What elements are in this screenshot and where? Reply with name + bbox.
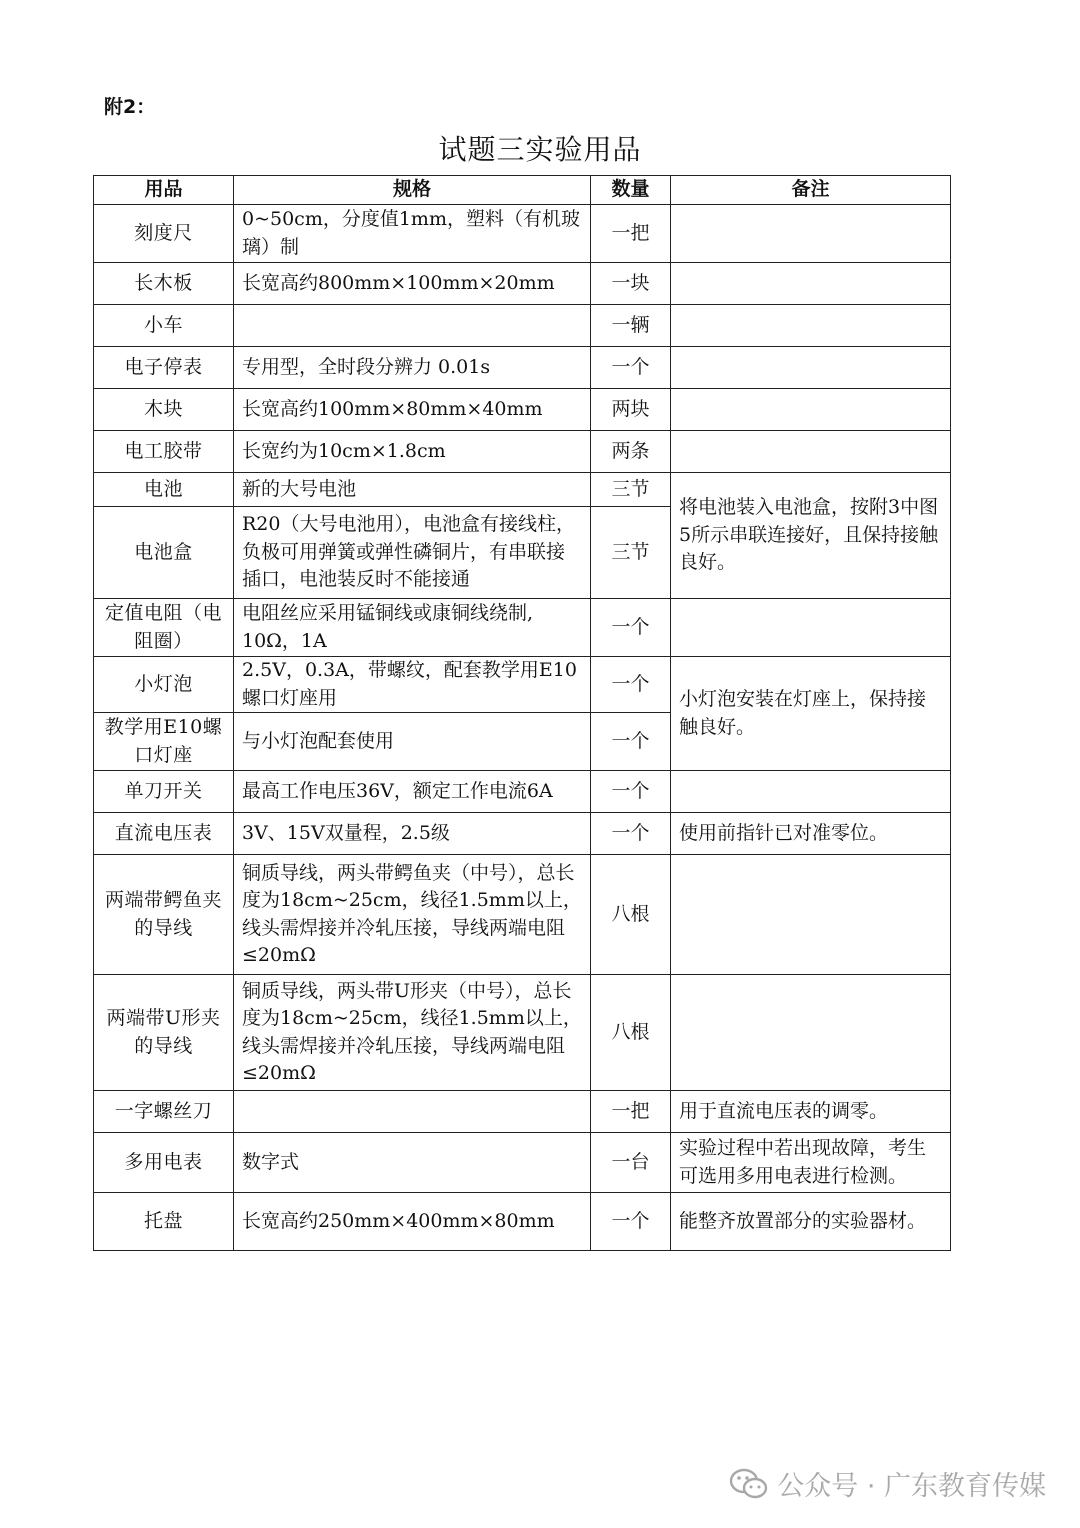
watermark: [729, 1464, 1046, 1503]
item-qty: 两块: [591, 389, 671, 431]
item-note: 使用前指针已对准零位。: [671, 813, 951, 855]
item-note: [671, 347, 951, 389]
item-spec: 铜质导线，两头带U形夹（中号），总长度为18cm~25cm，线径1.5mm以上，线头需焊接并冷轧压接，导线两端电阻≤20mΩ: [234, 975, 591, 1091]
item-spec: [234, 1091, 591, 1133]
item-note: [671, 599, 951, 657]
item-name: 小灯泡: [94, 657, 234, 713]
table-row: [94, 473, 951, 507]
item-qty: 两条: [591, 431, 671, 473]
item-name: 定值电阻（电阻圈）: [94, 599, 234, 657]
item-qty: 一把: [591, 1091, 671, 1133]
item-spec: 最高工作电压36V，额定工作电流6A: [234, 771, 591, 813]
item-spec: 3V、15V双量程，2.5级: [234, 813, 591, 855]
item-qty: 一台: [591, 1133, 671, 1193]
item-qty: 一把: [591, 205, 671, 263]
item-name: 教学用E10螺口灯座: [94, 713, 234, 771]
item-note: [671, 205, 951, 263]
item-qty: 一个: [591, 347, 671, 389]
item-spec: 专用型，全时段分辨力 0.01s: [234, 347, 591, 389]
item-name: 两端带U形夹的导线: [94, 975, 234, 1091]
item-note: [671, 975, 951, 1091]
item-name: 刻度尺: [94, 205, 234, 263]
table-row: [94, 1133, 951, 1193]
item-note: [671, 431, 951, 473]
item-qty: 三节: [591, 473, 671, 507]
column-header-note: 备注: [671, 176, 951, 205]
item-note: 能整齐放置部分的实验器材。: [671, 1193, 951, 1251]
item-spec: 长宽约为10cm×1.8cm: [234, 431, 591, 473]
item-note: 小灯泡安装在灯座上，保持接触良好。: [671, 657, 951, 771]
table-row: [94, 657, 951, 713]
table-row: [94, 855, 951, 975]
item-qty: 一个: [591, 813, 671, 855]
attachment-label: 附2：: [104, 96, 156, 118]
table-row: [94, 263, 951, 305]
item-spec: 铜质导线，两头带鳄鱼夹（中号），总长度为18cm~25cm，线径1.5mm以上，线头需焊接并冷轧压接，导线两端电阻≤20mΩ: [234, 855, 591, 975]
item-name: 电池盒: [94, 507, 234, 599]
item-spec: R20（大号电池用），电池盒有接线柱，负极可用弹簧或弹性磷铜片，有串联接插口，电池装反时不能接通: [234, 507, 591, 599]
table-row: [94, 431, 951, 473]
item-name: 小车: [94, 305, 234, 347]
item-qty: 一个: [591, 713, 671, 771]
item-spec: 0~50cm，分度值1mm，塑料（有机玻璃）制: [234, 205, 591, 263]
item-qty: 三节: [591, 507, 671, 599]
item-name: 一字螺丝刀: [94, 1091, 234, 1133]
document-title: 试题三实验用品: [438, 133, 642, 166]
item-qty: 一个: [591, 1193, 671, 1251]
table-row: [94, 813, 951, 855]
item-name: 两端带鳄鱼夹的导线: [94, 855, 234, 975]
table-header-row: [94, 176, 951, 205]
item-qty: 一辆: [591, 305, 671, 347]
item-qty: 八根: [591, 855, 671, 975]
item-name: 电工胶带: [94, 431, 234, 473]
item-name: 电子停表: [94, 347, 234, 389]
wechat-icon: [729, 1467, 769, 1501]
item-spec: 长宽高约250mm×400mm×80mm: [234, 1193, 591, 1251]
item-name: 长木板: [94, 263, 234, 305]
item-qty: 一个: [591, 657, 671, 713]
supplies-table: [93, 175, 951, 1251]
item-name: 木块: [94, 389, 234, 431]
item-spec: [234, 305, 591, 347]
table-row: [94, 771, 951, 813]
column-header-qty: 数量: [591, 176, 671, 205]
item-qty: 一个: [591, 599, 671, 657]
item-note: 用于直流电压表的调零。: [671, 1091, 951, 1133]
item-spec: 长宽高约100mm×80mm×40mm: [234, 389, 591, 431]
table-row: [94, 599, 951, 657]
item-note: 实验过程中若出现故障，考生可选用多用电表进行检测。: [671, 1133, 951, 1193]
table-row: [94, 347, 951, 389]
item-note: [671, 771, 951, 813]
item-name: 单刀开关: [94, 771, 234, 813]
table-row: [94, 1091, 951, 1133]
item-spec: 数字式: [234, 1133, 591, 1193]
item-spec: 电阻丝应采用锰铜线或康铜线绕制, 10Ω，1A: [234, 599, 591, 657]
item-spec: 长宽高约800mm×100mm×20mm: [234, 263, 591, 305]
item-name: 直流电压表: [94, 813, 234, 855]
column-header-item: 用品: [94, 176, 234, 205]
item-spec: 新的大号电池: [234, 473, 591, 507]
item-qty: 八根: [591, 975, 671, 1091]
item-qty: 一块: [591, 263, 671, 305]
item-note: 将电池装入电池盒，按附3中图5所示串联连接好，且保持接触良好。: [671, 473, 951, 599]
item-note: [671, 855, 951, 975]
table-row: [94, 975, 951, 1091]
item-spec: 与小灯泡配套使用: [234, 713, 591, 771]
column-header-spec: 规格: [234, 176, 591, 205]
item-note: [671, 389, 951, 431]
table-row: [94, 1193, 951, 1251]
item-name: 多用电表: [94, 1133, 234, 1193]
item-note: [671, 305, 951, 347]
table-row: [94, 389, 951, 431]
item-spec: 2.5V，0.3A，带螺纹，配套教学用E10螺口灯座用: [234, 657, 591, 713]
item-note: [671, 263, 951, 305]
item-name: 托盘: [94, 1193, 234, 1251]
watermark-text: 公众号 · 广东教育传媒: [777, 1471, 1046, 1502]
table-row: [94, 305, 951, 347]
item-name: 电池: [94, 473, 234, 507]
table-row: [94, 205, 951, 263]
item-qty: 一个: [591, 771, 671, 813]
